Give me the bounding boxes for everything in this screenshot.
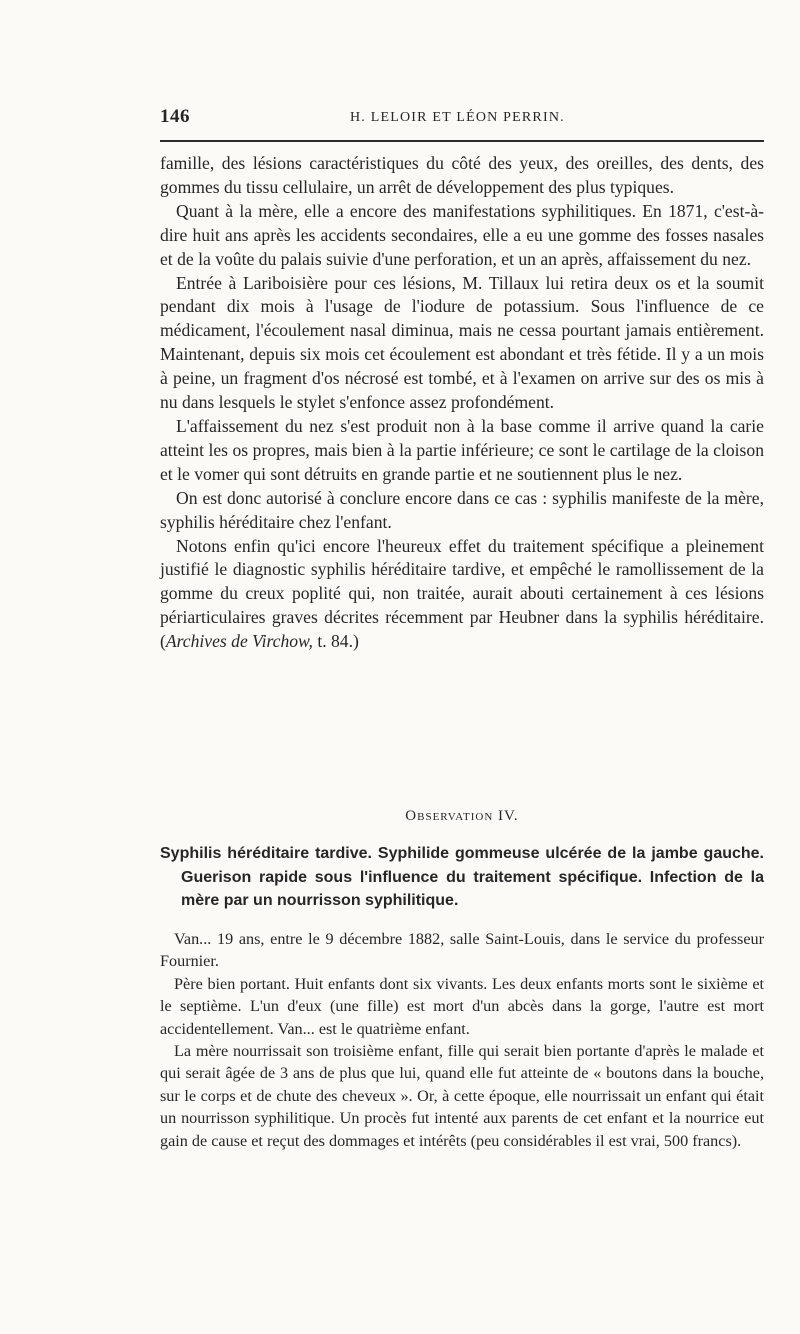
observation-paragraph-2: Père bien portant. Huit enfants dont six vivants. Les deux enfants morts sont le sixième et le septième. L'un d'eux (une fille) est mort d'un abcès dans la gorge, l'autre est mort accidentellement. Van... est le quatrième enfant. bbox=[160, 974, 764, 1038]
observation-paragraph-3: La mère nourrissait son troisième enfant, fille qui serait bien portante d'après le malade et qui serait âgée de 3 ans de plus que lui, quand elle fut atteinte de « boutons dans la bouche, sur le corps et de chute des cheveux ». Or, à cette époque, elle nourrissait un enfant qui était un nourrisson syphilitique. Un procès fut intenté aux parents de cet enfant et la nourrice eut gain de cause et reçut des dommages et intérêts (peu considérables il est vrai, 500 francs). bbox=[160, 1042, 764, 1150]
page-header bbox=[160, 106, 764, 130]
page-number: 146 bbox=[160, 106, 190, 127]
citation-title: Archives de Virchow, bbox=[165, 631, 313, 652]
paragraph-4: L'affaissement du nez s'est produit non à la base comme il arrive quand la carie atteint les os propres, mais bien à la partie inférieure; ce sont le cartilage de la cloison et le vomer qui sont détruits en grande partie et ne soutiennent plus le nez. bbox=[160, 415, 764, 484]
paragraph-2: Quant à la mère, elle a encore des manifestations syphilitiques. En 1871, c'est-à-dire huit ans après les accidents secondaires, elle a eu une gomme des fosses nasales et de la voûte du palais suivie d'une perforation, et un an après, affaissement du nez. bbox=[160, 200, 764, 269]
header-rule bbox=[160, 140, 764, 142]
paragraph-6 bbox=[160, 535, 764, 655]
paragraph-1: famille, des lésions caractéristiques du côté des yeux, des oreilles, des dents, des gommes du tissu cellulaire, un arrêt de développement des plus typiques. bbox=[160, 153, 764, 197]
body-text bbox=[160, 152, 764, 654]
observation-title: Observation IV. bbox=[405, 808, 519, 824]
observation-summary: Syphilis héréditaire tardive. Syphilide gommeuse ulcérée de la jambe gauche. Guerison rapide sous l'influence du traitement spécifique. Infection de la mère par un nourrisson syphilitique. bbox=[160, 845, 764, 910]
paragraph-6-text: Notons enfin qu'ici encore l'heureux effet du traitement spécifique a pleinement justifié le diagnostic syphilis héréditaire tardive, et empêché le ramollissement de la gomme du creux poplité qui, non traitée, aurait abouti certainement à ces lésions périarticulaires graves décrites récemment par Heubner dans la syphilis héréditaire. ( bbox=[160, 535, 764, 652]
paragraph-3: Entrée à Lariboisière pour ces lésions, M. Tillaux lui retira deux os et la soumit pendant dix mois à l'usage de l'iodure de potassium. Sous l'influence de ce médicament, l'écoulement nasal diminua, mais ne cessa pourtant jamais entièrement. Maintenant, depuis six mois cet écoulement est abondant et très fétide. Il y a un mois à peine, un fragment d'os nécrosé est tombé, et à l'examen on arrive sur des os mis à nu dans lesquels le stylet s'enfonce assez profondément. bbox=[160, 272, 764, 413]
observation-paragraph-1: Van... 19 ans, entre le 9 décembre 1882, salle Saint-Louis, dans le service du professeur Fournier. bbox=[160, 930, 764, 971]
paragraph-5: On est donc autorisé à conclure encore dans ce cas : syphilis manifeste de la mère, syphilis héréditaire chez l'enfant. bbox=[160, 487, 764, 532]
running-head: H. LELOIR ET LÉON PERRIN. bbox=[350, 110, 565, 125]
citation-volume: t. 84.) bbox=[312, 631, 359, 652]
observation-text bbox=[160, 928, 764, 1152]
